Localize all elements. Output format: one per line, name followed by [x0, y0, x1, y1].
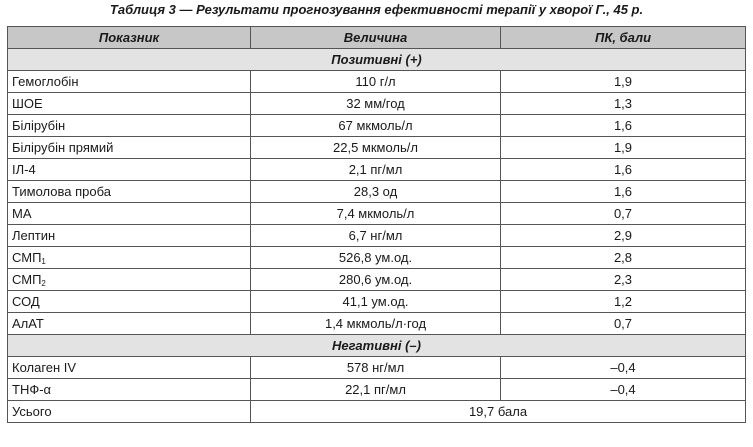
table-row	[8, 291, 746, 313]
table-row	[8, 269, 746, 291]
indicator-name: Гемоглобін	[12, 74, 79, 89]
value-cell: 28,3 од	[251, 181, 501, 203]
indicator-cell	[8, 71, 251, 93]
pk-cell: 1,6	[501, 115, 746, 137]
value-cell: 578 нг/мл	[251, 357, 501, 379]
section-row	[8, 49, 746, 71]
total-row	[8, 401, 746, 423]
table-caption: Таблиця 3 — Результати прогнозування ефективності терапії у хворої Г., 45 р.	[109, 2, 644, 17]
indicator-cell	[8, 93, 251, 115]
indicator-subscript: 1	[41, 257, 46, 266]
table-row	[8, 357, 746, 379]
value-cell: 110 г/л	[251, 71, 501, 93]
section-title: Позитивні (+)	[8, 49, 746, 71]
indicator-subscript: 2	[41, 279, 46, 288]
indicator-name: Колаген IV	[12, 360, 77, 375]
header-value: Величина	[251, 27, 501, 49]
pk-cell: 1,6	[501, 159, 746, 181]
indicator-cell	[8, 159, 251, 181]
pk-cell: 1,9	[501, 71, 746, 93]
indicator-cell	[8, 225, 251, 247]
pk-cell: –0,4	[501, 379, 746, 401]
value-cell: 32 мм/год	[251, 93, 501, 115]
header-row	[8, 27, 746, 49]
indicator-name: Лептин	[12, 228, 56, 243]
table-row	[8, 159, 746, 181]
header-pk: ПК, бали	[501, 27, 746, 49]
value-cell: 280,6 ум.од.	[251, 269, 501, 291]
value-cell: 7,4 мкмоль/л	[251, 203, 501, 225]
table-row	[8, 115, 746, 137]
table-row	[8, 93, 746, 115]
indicator-cell	[8, 357, 251, 379]
pk-cell: 1,9	[501, 137, 746, 159]
indicator-cell	[8, 181, 251, 203]
table-row	[8, 137, 746, 159]
pk-cell: –0,4	[501, 357, 746, 379]
table-row	[8, 313, 746, 335]
indicator-cell	[8, 313, 251, 335]
section-row	[8, 335, 746, 357]
value-cell: 22,5 мкмоль/л	[251, 137, 501, 159]
pk-cell: 2,8	[501, 247, 746, 269]
indicator-name: СМП	[12, 272, 42, 287]
indicator-name: СМП	[12, 250, 42, 265]
table-row	[8, 225, 746, 247]
pk-cell: 2,3	[501, 269, 746, 291]
value-cell: 67 мкмоль/л	[251, 115, 501, 137]
pk-cell: 1,6	[501, 181, 746, 203]
table-body	[8, 49, 746, 423]
indicator-cell	[8, 137, 251, 159]
table-row	[8, 181, 746, 203]
indicator-cell	[8, 269, 251, 291]
value-cell: 2,1 пг/мл	[251, 159, 501, 181]
table-row	[8, 247, 746, 269]
total-value: 19,7 бала	[251, 401, 746, 423]
pk-cell: 1,3	[501, 93, 746, 115]
results-table	[7, 26, 746, 423]
value-cell: 526,8 ум.од.	[251, 247, 501, 269]
indicator-cell	[8, 379, 251, 401]
indicator-name: Білірубін	[12, 118, 66, 133]
table-row	[8, 71, 746, 93]
indicator-name: ШОЕ	[12, 96, 43, 111]
table-row	[8, 379, 746, 401]
value-cell: 6,7 нг/мл	[251, 225, 501, 247]
value-cell: 1,4 мкмоль/л·год	[251, 313, 501, 335]
pk-cell: 1,2	[501, 291, 746, 313]
indicator-name: МА	[12, 206, 32, 221]
indicator-name: СОД	[12, 294, 40, 309]
indicator-name: Білірубін прямий	[12, 140, 114, 155]
header-indicator: Показник	[8, 27, 251, 49]
pk-cell: 0,7	[501, 203, 746, 225]
indicator-name: АлАТ	[12, 316, 44, 331]
section-title: Негативні (–)	[8, 335, 746, 357]
value-cell: 41,1 ум.од.	[251, 291, 501, 313]
indicator-name: ІЛ-4	[12, 162, 36, 177]
indicator-cell	[8, 291, 251, 313]
indicator-cell	[8, 115, 251, 137]
indicator-name: Тимолова проба	[12, 184, 111, 199]
indicator-cell	[8, 247, 251, 269]
indicator-cell	[8, 203, 251, 225]
pk-cell: 0,7	[501, 313, 746, 335]
value-cell: 22,1 пг/мл	[251, 379, 501, 401]
pk-cell: 2,9	[501, 225, 746, 247]
table-row	[8, 203, 746, 225]
total-label: Усього	[8, 401, 251, 423]
indicator-name: ТНФ-α	[12, 382, 52, 397]
